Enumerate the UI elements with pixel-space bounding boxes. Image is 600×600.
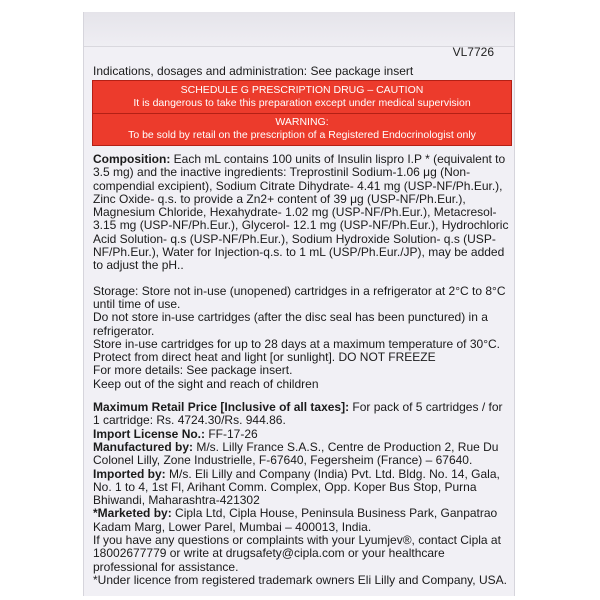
licence-note: *Under licence from registered trademark owners Eli Lilly and Company, USA. [93,572,507,587]
importer-label: Imported by: [93,466,166,481]
warning-heading: WARNING: [93,113,511,129]
caution-text: It is dangerous to take this preparation except under medical supervision [133,97,471,109]
storage-line: Storage: Store not in-use (unopened) cartridges in a refrigerator at 2°C to 8°C until time of use. [93,283,506,311]
package-panel [83,12,515,596]
mrp-paragraph [93,401,511,428]
importer-text: M/s. Eli Lilly and Company (India) Pvt. Ltd. Bldg. No. 14, Gala, No. 1 to 4, 1st Fl, Arihant Comm. Complex, Opp. Koper Bus Stop, Purna Bhiwandi, Maharashtra-421302 [93,466,500,508]
marketer-text: Cipla Ltd, Cipla House, Peninsula Business Park, Ganpatrao Kadam Marg, Lower Parel, Mumbai – 400013, India. [93,506,498,534]
contact-paragraph: If you have any questions or complaints with your Lyumjev®, contact Cipla at 18002677779 or write at drugsafety@cipla.com or your healthcare professional for assistance. [93,533,501,574]
marketer-label: *Marketed by: [93,506,172,521]
license-label: Import License No.: [93,426,206,441]
storage-line: Store in-use cartridges for up to 28 days at a maximum temperature of 30°C. [93,336,500,351]
storage-line: For more details: See package insert. [93,363,293,378]
label-body [93,153,511,587]
storage-line: Protect from direct heat and light [or sunlight]. DO NOT FREEZE [93,350,436,365]
composition-label: Composition: [93,152,171,166]
manufacturer-paragraph [93,441,511,468]
storage-line: Keep out of the sight and reach of children [93,376,319,391]
importer-paragraph [93,468,511,508]
warning-text: To be sold by retail on the prescription of a Registered Endocrinologist only [128,129,476,141]
composition-text: Each mL contains 100 units of Insulin lispro I.P * (equivalent to 3.5 mg) and the inactive ingredients: Treprostinil Sodium-1.06 μg (Non-compendial excipient), Sodium Citrate Dihydrate- 4.41 mg (USP-NF/Ph.Eur.), Zinc Oxide- q.s. to provide a Zn2+ content of 39 μg (USP-NF/Ph.Eur.), Magnesium Chloride, Hexahydrate- 1.02 mg (USP-NF/Ph.Eur.), Metacresol- 3.15 mg (USP-NF/Ph.Eur.), Glycerol- 12.1 mg (USP-NF/Ph.Eur.), Hydrochloric Acid Solution- q.s (USP-NF/Ph.Eur.), Sodium Hydroxide Solution- q.s (USP-NF/Ph.Eur.), Water for Injection-q.s. to 1 mL (USP/Ph.Eur./JP), may be added to adjust the pH.. [93,152,509,273]
license-paragraph [93,428,511,441]
license-text: FF-17-26 [205,426,258,441]
indications-text: Indications, dosages and administration: See package insert [93,64,414,78]
manufacturer-label: Manufactured by: [93,439,194,454]
composition-paragraph [93,153,511,273]
package-flap [84,12,514,47]
mrp-text: For pack of 5 cartridges / for 1 cartridge: Rs. 4724.30/Rs. 944.86. [93,400,503,428]
schedule-caution-heading: SCHEDULE G PRESCRIPTION DRUG – CAUTION [180,84,424,96]
marketer-paragraph [93,507,511,534]
manufacturer-text: M/s. Lilly France S.A.S., Centre de Production 2, Rue Du Colonel Lilly, Zone Industrielle, F-67640, Fegersheim (France) – 67640. [93,439,499,468]
warning-box [92,80,512,146]
product-code: VL7726 [452,45,494,59]
mrp-label: Maximum Retail Price [Inclusive of all taxes]: [93,400,350,415]
storage-line: Do not store in-use cartridges (after the disc seal has been punctured) in a refrigerator. [93,310,488,338]
